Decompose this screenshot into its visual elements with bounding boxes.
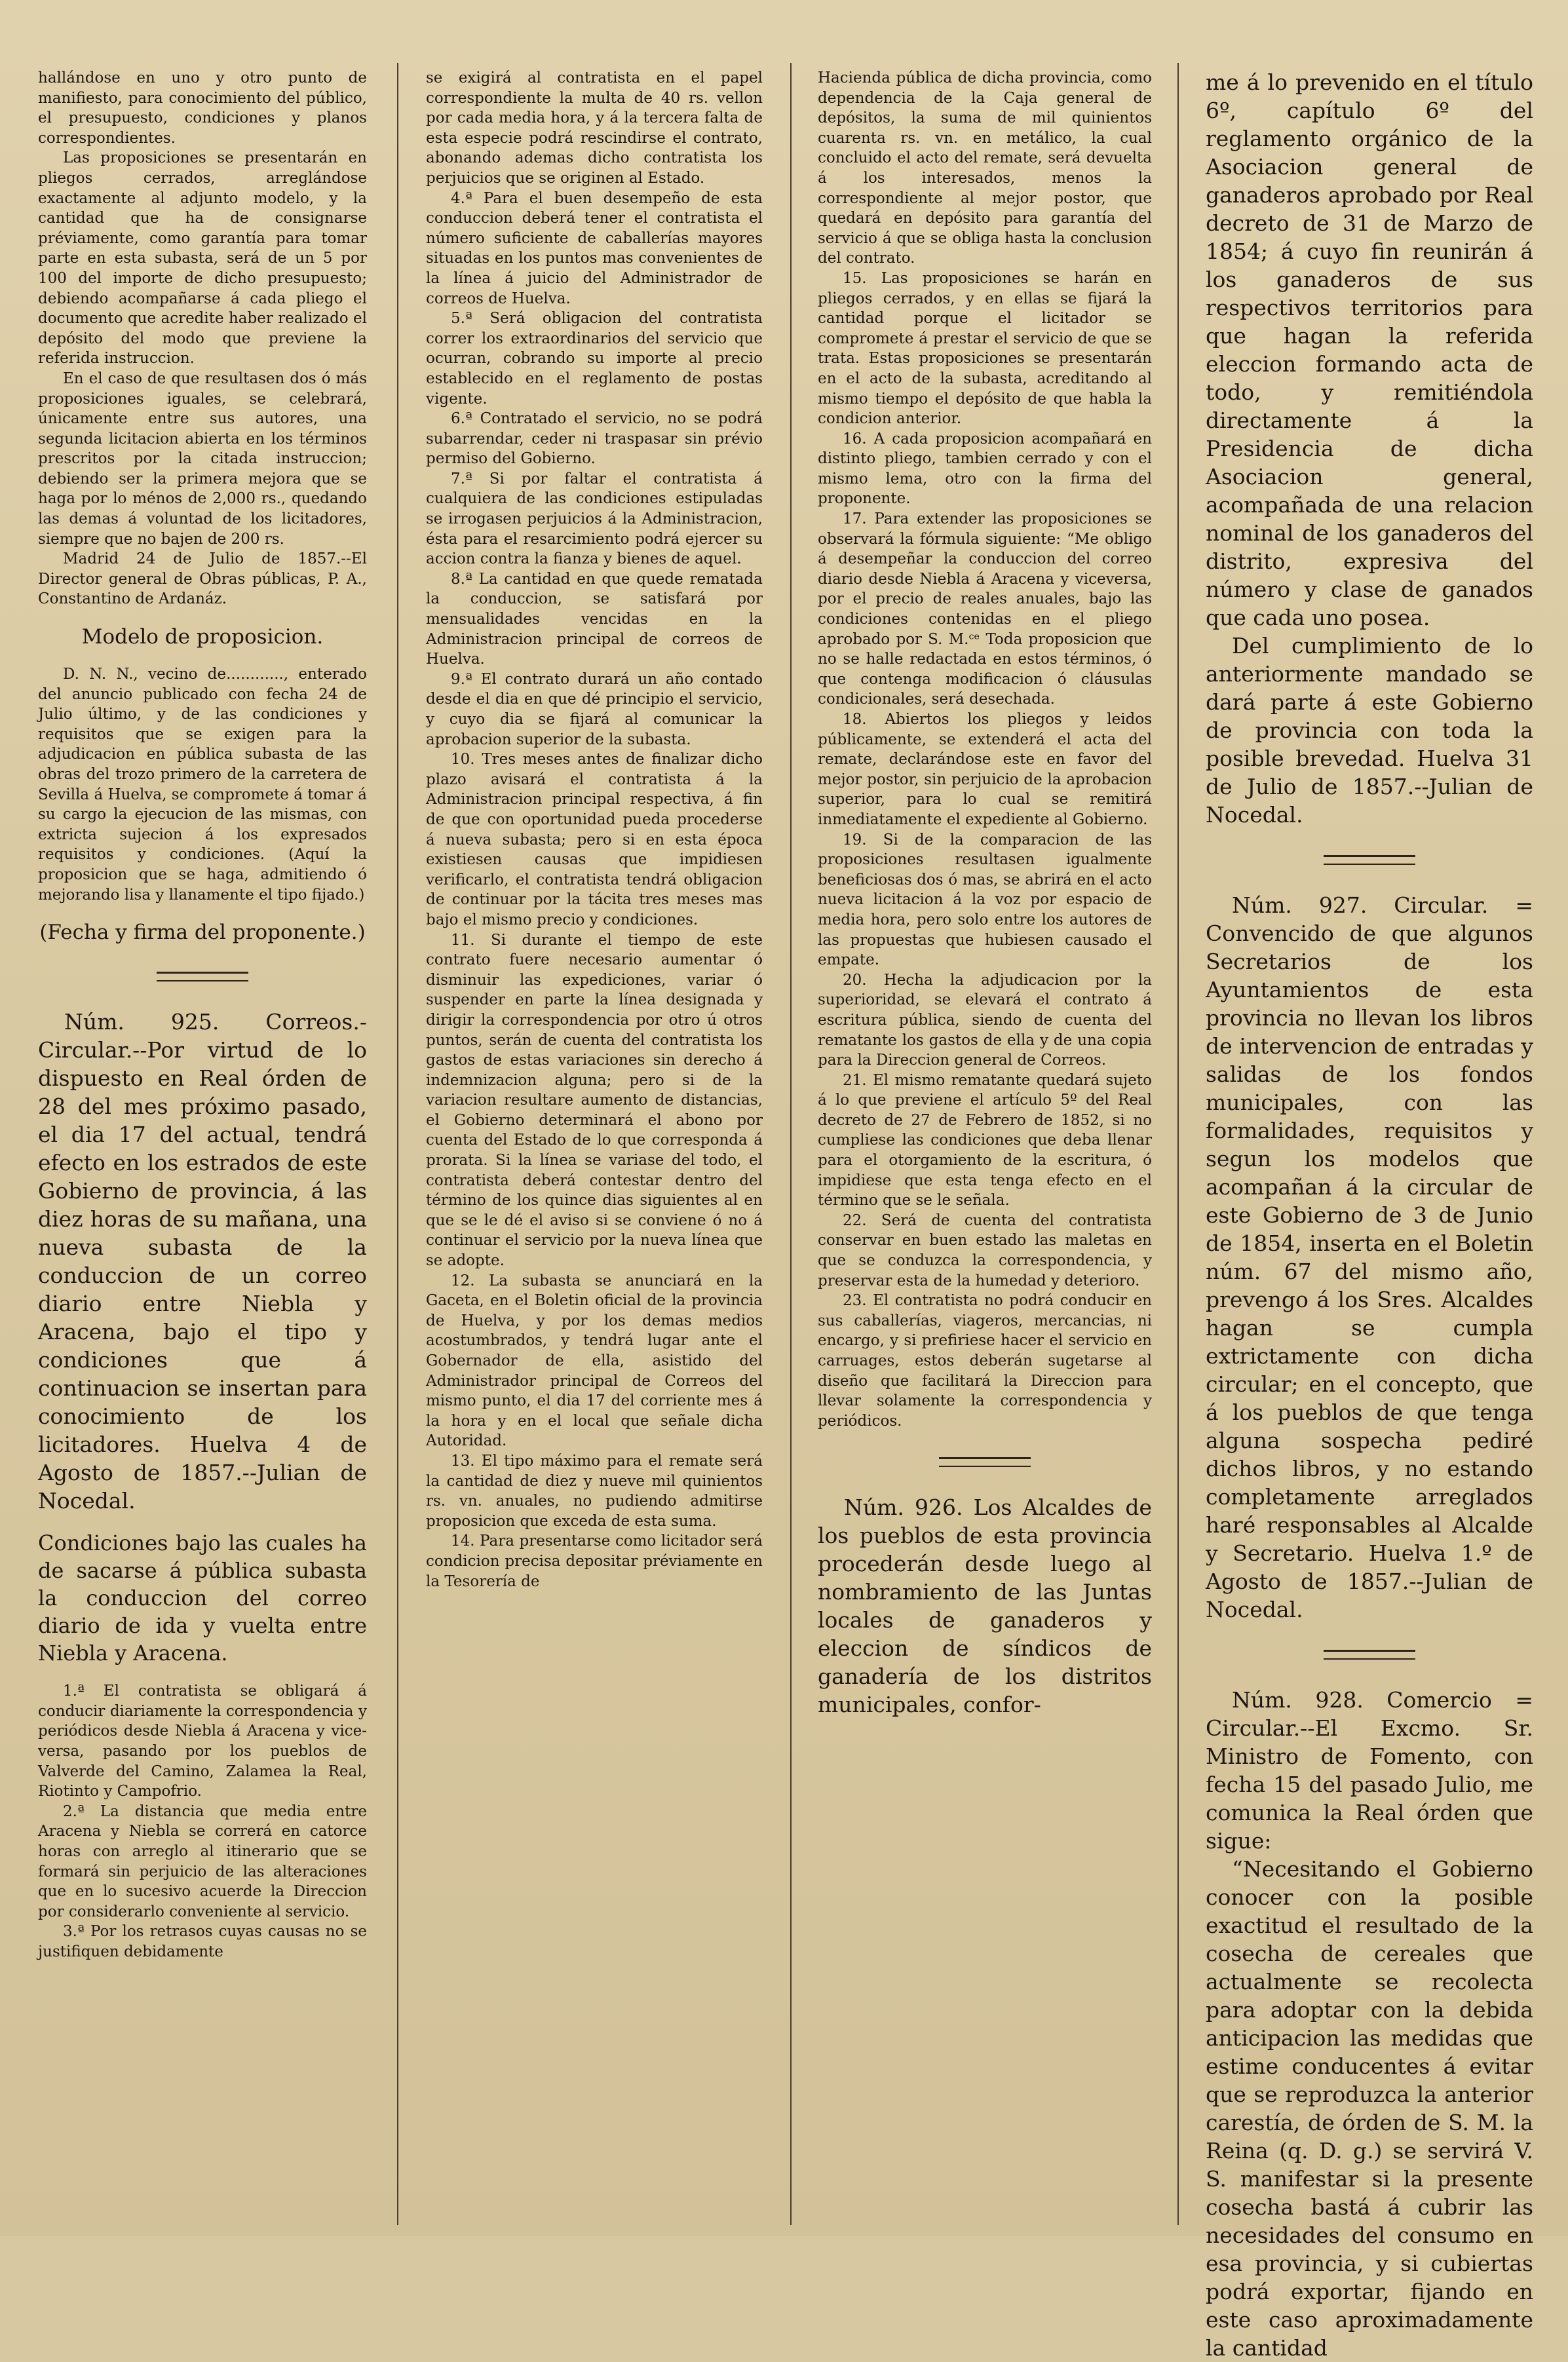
condition-1: 1.ª El contratista se obligará á conducir diariamente la correspondencia y periódicos desde Niebla á Aracena y vice-versa, pasando por los pueblos de Valverde del Camino, Zalamea la Real, Riotinto y Campofrio.: [38, 1683, 367, 1800]
column-rule: [397, 63, 398, 2225]
condition-13: 13. El tipo máximo para el remate será la cantidad de diez y nueve mil quinientos rs. vn. anuales, no pudiendo admitirse proposicion que exceda de esta suma.: [426, 1452, 763, 1530]
notice-926-cont: me á lo prevenido en el título 6º, capítulo 6º del reglamento orgánico de la Asociacion general de ganaderos aprobado por Real decreto de 31 de Marzo de 1854; á cuyo fin reunirán á los ganaderos de sus respectivos territorios para que hagan la referida eleccion formando acta de todo, y remitiéndola directamente á la Presidencia de dicha Asociacion general, acompañada de una relacion nominal de los ganaderos del distrito, expresiva del número y clase de ganados que cada uno posea.: [1206, 69, 1533, 630]
condition-15: 15. Las proposiciones se harán en pliegos cerrados, y en ellas se fijará la cantidad porque el licitador se compromete á prestar el servicio de que se trata. Estas proposiciones se presentarán en el acto de la subasta, acreditando al mismo tiempo el depósito de que habla la condicion anterior.: [818, 269, 1152, 428]
paragraph: Madrid 24 de Julio de 1857.--El Director general de Obras públicas, P. A., Constantino de Ardanáz.: [38, 550, 367, 608]
condition-11: 11. Si durante el tiempo de este contrato fuere necesario aumentar ó disminuir las expediciones, variar ó suspender en parte la línea designada y dirigir la correspondencia por otro ú otros puntos, serán de cuenta del contratista los gastos de estas variaciones sin derecho á indemnizacion alguna; pero si de la variacion resultare aumento de distancias, el Gobierno determinará el abono por cuenta del Estado de lo que corresponda á prorata. Si la línea se variase del todo, el contratista deberá contestar dentro del término de los quince dias siguientes al en que se le dé el aviso si se conviene ó no á continuar el servicio por la nueva línea que se adopte.: [426, 931, 763, 1270]
paragraph: hallándose en uno y otro punto de manifiesto, para conocimiento del público, el presupuesto, condiciones y planos correspondientes.: [38, 69, 367, 147]
condition-22: 22. Será de cuenta del contratista conservar en buen estado las maletas en que se conduzca la correspondencia, y preservar esta de la humedad y deterioro.: [818, 1211, 1152, 1289]
paragraph: Las proposiciones se presentarán en pliegos cerrados, arreglándose exactamente al adjunto modelo, y la cantidad que ha de consignarse préviamente, como garantía para tomar parte en esta subasta, será de un 5 por 100 del importe de dicho presupuesto; debiendo acompañarse á cada pliego el documento que acredite haber realizado el depósito del modo que previene la referida instruccion.: [38, 149, 367, 368]
condition-21: 21. El mismo rematante quedará sujeto á lo que previene el artículo 5º del Real decreto de 27 de Febrero de 1852, si no cumpliese las condiciones que deba llenar para el otorgamiento de la escritura, ó impidiese que esta tenga efecto en el término que se le señala.: [818, 1071, 1152, 1210]
condition-14: 14. Para presentarse como licitador será condicion precisa depositar préviamente en la Tesorería de: [426, 1533, 763, 1590]
condition-14-cont: Hacienda pública de dicha provincia, como dependencia de la Caja general de depósitos, la suma de mil quinientos cuarenta rs. vn. en metálico, la cual concluido el acto del remate, será devuelta á los interesados, menos la correspondiente al mejor postor, que quedará en depósito para garantía del servicio á que se obliga hasta la conclusion del contrato.: [818, 69, 1152, 267]
column-2: [426, 68, 763, 2224]
notice-926-close: Del cumplimiento de lo anteriormente mandado se dará parte á este Gobierno de provincia con toda la posible brevedad. Huelva 31 de Julio de 1857.--Julian de Nocedal.: [1206, 633, 1533, 828]
condition-19: 19. Si de la comparacion de las proposiciones resultasen igualmente beneficiosas dos ó mas, se abrirá en el acto nueva licitacion á la voz por espacio de media hora, pero solo entre los autores de las propuestas que hubiesen causado el empate.: [818, 831, 1152, 969]
column-3: [818, 68, 1152, 2224]
column-4: [1206, 68, 1533, 2361]
condition-9: 9.ª El contrato durará un año contado desde el dia en que dé principio el servicio, y cuyo dia se fijará al comunicar la aprobacion superior de la subasta.: [426, 670, 763, 748]
model-text: D. N. N., vecino de............, enterado del anuncio publicado con fecha 24 de Julio último, y de las condiciones y requisitos que se exigen para la adjudicacion en pública subasta de las obras del trozo primero de la carretera de Sevilla á Huelva, se compromete á tomar á su cargo la ejecucion de las mismas, con extricta sujecion á los expresados requisitos y condiciones. (Aquí la proposicion que se haga, admitiendo ó mejorando lisa y llanamente el tipo fijado.): [38, 666, 367, 904]
condition-10: 10. Tres meses antes de finalizar dicho plazo avisará el contratista á la Administracion principal respectiva, á fin de que con oportunidad pueda procederse á nueva subasta; pero si en esta época existiesen causas que impidiesen verificarlo, el contratista tendrá obligacion de continuar por la tácita tres meses mas bajo el mismo precio y condiciones.: [426, 751, 763, 928]
condition-3: 3.ª Por los retrasos cuyas causas no se justifiquen debidamente: [38, 1923, 367, 1960]
separator: [939, 1457, 1031, 1467]
condition-6: 6.ª Contratado el servicio, no se podrá subarrendar, ceder ni traspasar sin prévio permiso del Gobierno.: [426, 410, 763, 468]
notice-927: Núm. 927. Circular. = Convencido de que algunos Secretarios de los Ayuntamientos de esta provincia no llevan los libros de intervencion de entradas y salidas de los fondos municipales, con las formalidades, requisitos y segun los modelos que acompañan á la circular de este Gobierno de 3 de Junio de 1854, inserta en el Boletin núm. 67 del mismo año, prevengo á los Sres. Alcaldes hagan se cumpla extrictamente con dicha circular; en el concepto, que á los pueblos de que tenga alguna sospecha pediré dichos libros, y no estando completamente arreglados haré responsables al Alcalde y Secretario. Huelva 1.º de Agosto de 1857.--Julian de Nocedal.: [1206, 892, 1533, 1622]
separator: [1324, 1650, 1415, 1660]
condition-2: 2.ª La distancia que media entre Aracena y Niebla se correrá en catorce horas con arreglo al itinerario que se formará sin perjuicio de las alteraciones que en lo sucesivo acuerde la Direccion por considerarlo conveniente al servicio.: [38, 1802, 367, 1920]
conditions-heading: Condiciones bajo las cuales ha de sacarse á pública subasta la conduccion del correo diario de ida y vuelta entre Niebla y Aracena.: [38, 1531, 367, 1666]
column-rule: [1177, 63, 1179, 2225]
condition-4: 4.ª Para el buen desempeño de esta conduccion deberá tener el contratista el número suficiente de caballerías mayores situadas en los puntos mas convenientes de la línea á juicio del Administrador de correos de Huelva.: [426, 189, 763, 307]
condition-7: 7.ª Si por faltar el contratista á cualquiera de las condiciones estipuladas se irrogasen perjuicios á la Administracion, ésta para el resarcimiento podrá ejercer su accion contra la fianza y bienes de aquel.: [426, 470, 763, 568]
separator: [157, 972, 248, 981]
separator: [1324, 855, 1415, 865]
model-heading: Modelo de proposicion.: [81, 625, 324, 649]
condition-16: 16. A cada proposicion acompañará en distinto pliego, tambien cerrado y con el mismo lema, otro con la firma del proponente.: [818, 430, 1152, 508]
condition-12: 12. La subasta se anunciará en la Gaceta, en el Boletin oficial de la provincia de Huelva, y por los demas medios acostumbrados, y tendrá lugar ante el Gobernador de ella, asistido del Administrador principal de Correos del mismo punto, el dia 17 del corriente mes á la hora y en el local que señale dicha Autoridad.: [426, 1272, 763, 1450]
notice-928-order: “Necesitando el Gobierno conocer con la posible exactitud el resultado de la cosecha de cereales que actualmente se recolecta para adoptar con la debida anticipacion las medidas que estime conducentes á evitar que se reproduzca la anterior carestía, de órden de S. M. la Reina (q. D. g.) se servirá V. S. manifestar si la presente cosecha bastá á cubrir las necesidades del consumo en esa provincia, y si cubiertas podrá exportar, fijando en este caso aproximadamente la cantidad: [1206, 1856, 1533, 2361]
condition-18: 18. Abiertos los pliegos y leidos públicamente, se extenderá el acta del remate, declarándose este en favor del mejor postor, sin perjuicio de la aprobacion superior, para lo cual se remitirá inmediatamente el expediente al Gobierno.: [818, 711, 1152, 828]
condition-23: 23. El contratista no podrá conducir en sus caballerías, viageros, mercancias, ni encargo, y si prefiriese hacer el servicio en carruages, estos deberán sugetarse al diseño que facilitará la Direccion para llevar solamente la correspondencia y periódicos.: [818, 1292, 1152, 1430]
notice-928: Núm. 928. Comercio = Circular.--El Excmo. Sr. Ministro de Fomento, con fecha 15 del pasado Julio, me comunica la Real órden que sigue:: [1206, 1687, 1533, 1854]
notice-926: Núm. 926. Los Alcaldes de los pueblos de esta provincia procederán desde luego al nombramiento de las Juntas locales de ganaderos y eleccion de síndicos de ganadería de los distritos municipales, confor-: [818, 1495, 1152, 1718]
condition-5: 5.ª Será obligacion del contratista correr los extraordinarios del servicio que ocurran, cobrando su importe al precio establecido en el reglamento de postas vigente.: [426, 310, 763, 408]
signature-note: (Fecha y firma del proponente.): [39, 921, 366, 945]
paragraph: En el caso de que resultasen dos ó más proposiciones iguales, se celebrará, únicamente entre sus autores, una segunda licitacion abierta en los términos prescritos por la citada instruccion; debiendo ser la primera mejora que se haga por lo ménos de 2,000 rs., quedando las demas á voluntad de los licitadores, siempre que no bajen de 200 rs.: [38, 370, 367, 548]
condition-17: 17. Para extender las proposiciones se observará la fórmula siguiente: “Me obligo á desempeñar la conduccion del correo diario desde Niebla á Aracena y viceversa, por el precio de reales anuales, bajo las condiciones contenidas en el pliego aprobado por S. M.ᶜᵉ Toda proposicion que no se halle redactada en estos términos, ó que contenga modificacion ó cláusulas condicionales, será desechada.: [818, 510, 1152, 708]
condition-8: 8.ª La cantidad en que quede rematada la conduccion, se satisfará por mensualidades vencidas en la Administracion principal de correos de Huelva.: [426, 570, 763, 668]
condition-20: 20. Hecha la adjudicacion por la superioridad, se elevará el contrato á escritura pública, siendo de cuenta del rematante los gastos de ella y de una copia para la Direccion general de Correos.: [818, 971, 1152, 1069]
column-rule: [790, 63, 792, 2225]
column-1: [38, 68, 367, 2224]
condition-3-cont: se exigirá al contratista en el papel correspondiente la multa de 40 rs. vellon por cada media hora, y á la tercera falta de esta especie podrá rescindirse el contrato, abonando ademas dicho contratista los perjuicios que se originen al Estado.: [426, 69, 763, 187]
notice-925: Núm. 925. Correos.-Circular.--Por virtud de lo dispuesto en Real órden de 28 del mes próximo pasado, el dia 17 del actual, tendrá efecto en los estrados de este Gobierno de provincia, á las diez horas de su mañana, una nueva subasta de la conduccion de un correo diario entre Niebla y Aracena, bajo el tipo y condiciones que á continuacion se insertan para conocimiento de los licitadores. Huelva 4 de Agosto de 1857.--Julian de Nocedal.: [38, 1009, 367, 1514]
